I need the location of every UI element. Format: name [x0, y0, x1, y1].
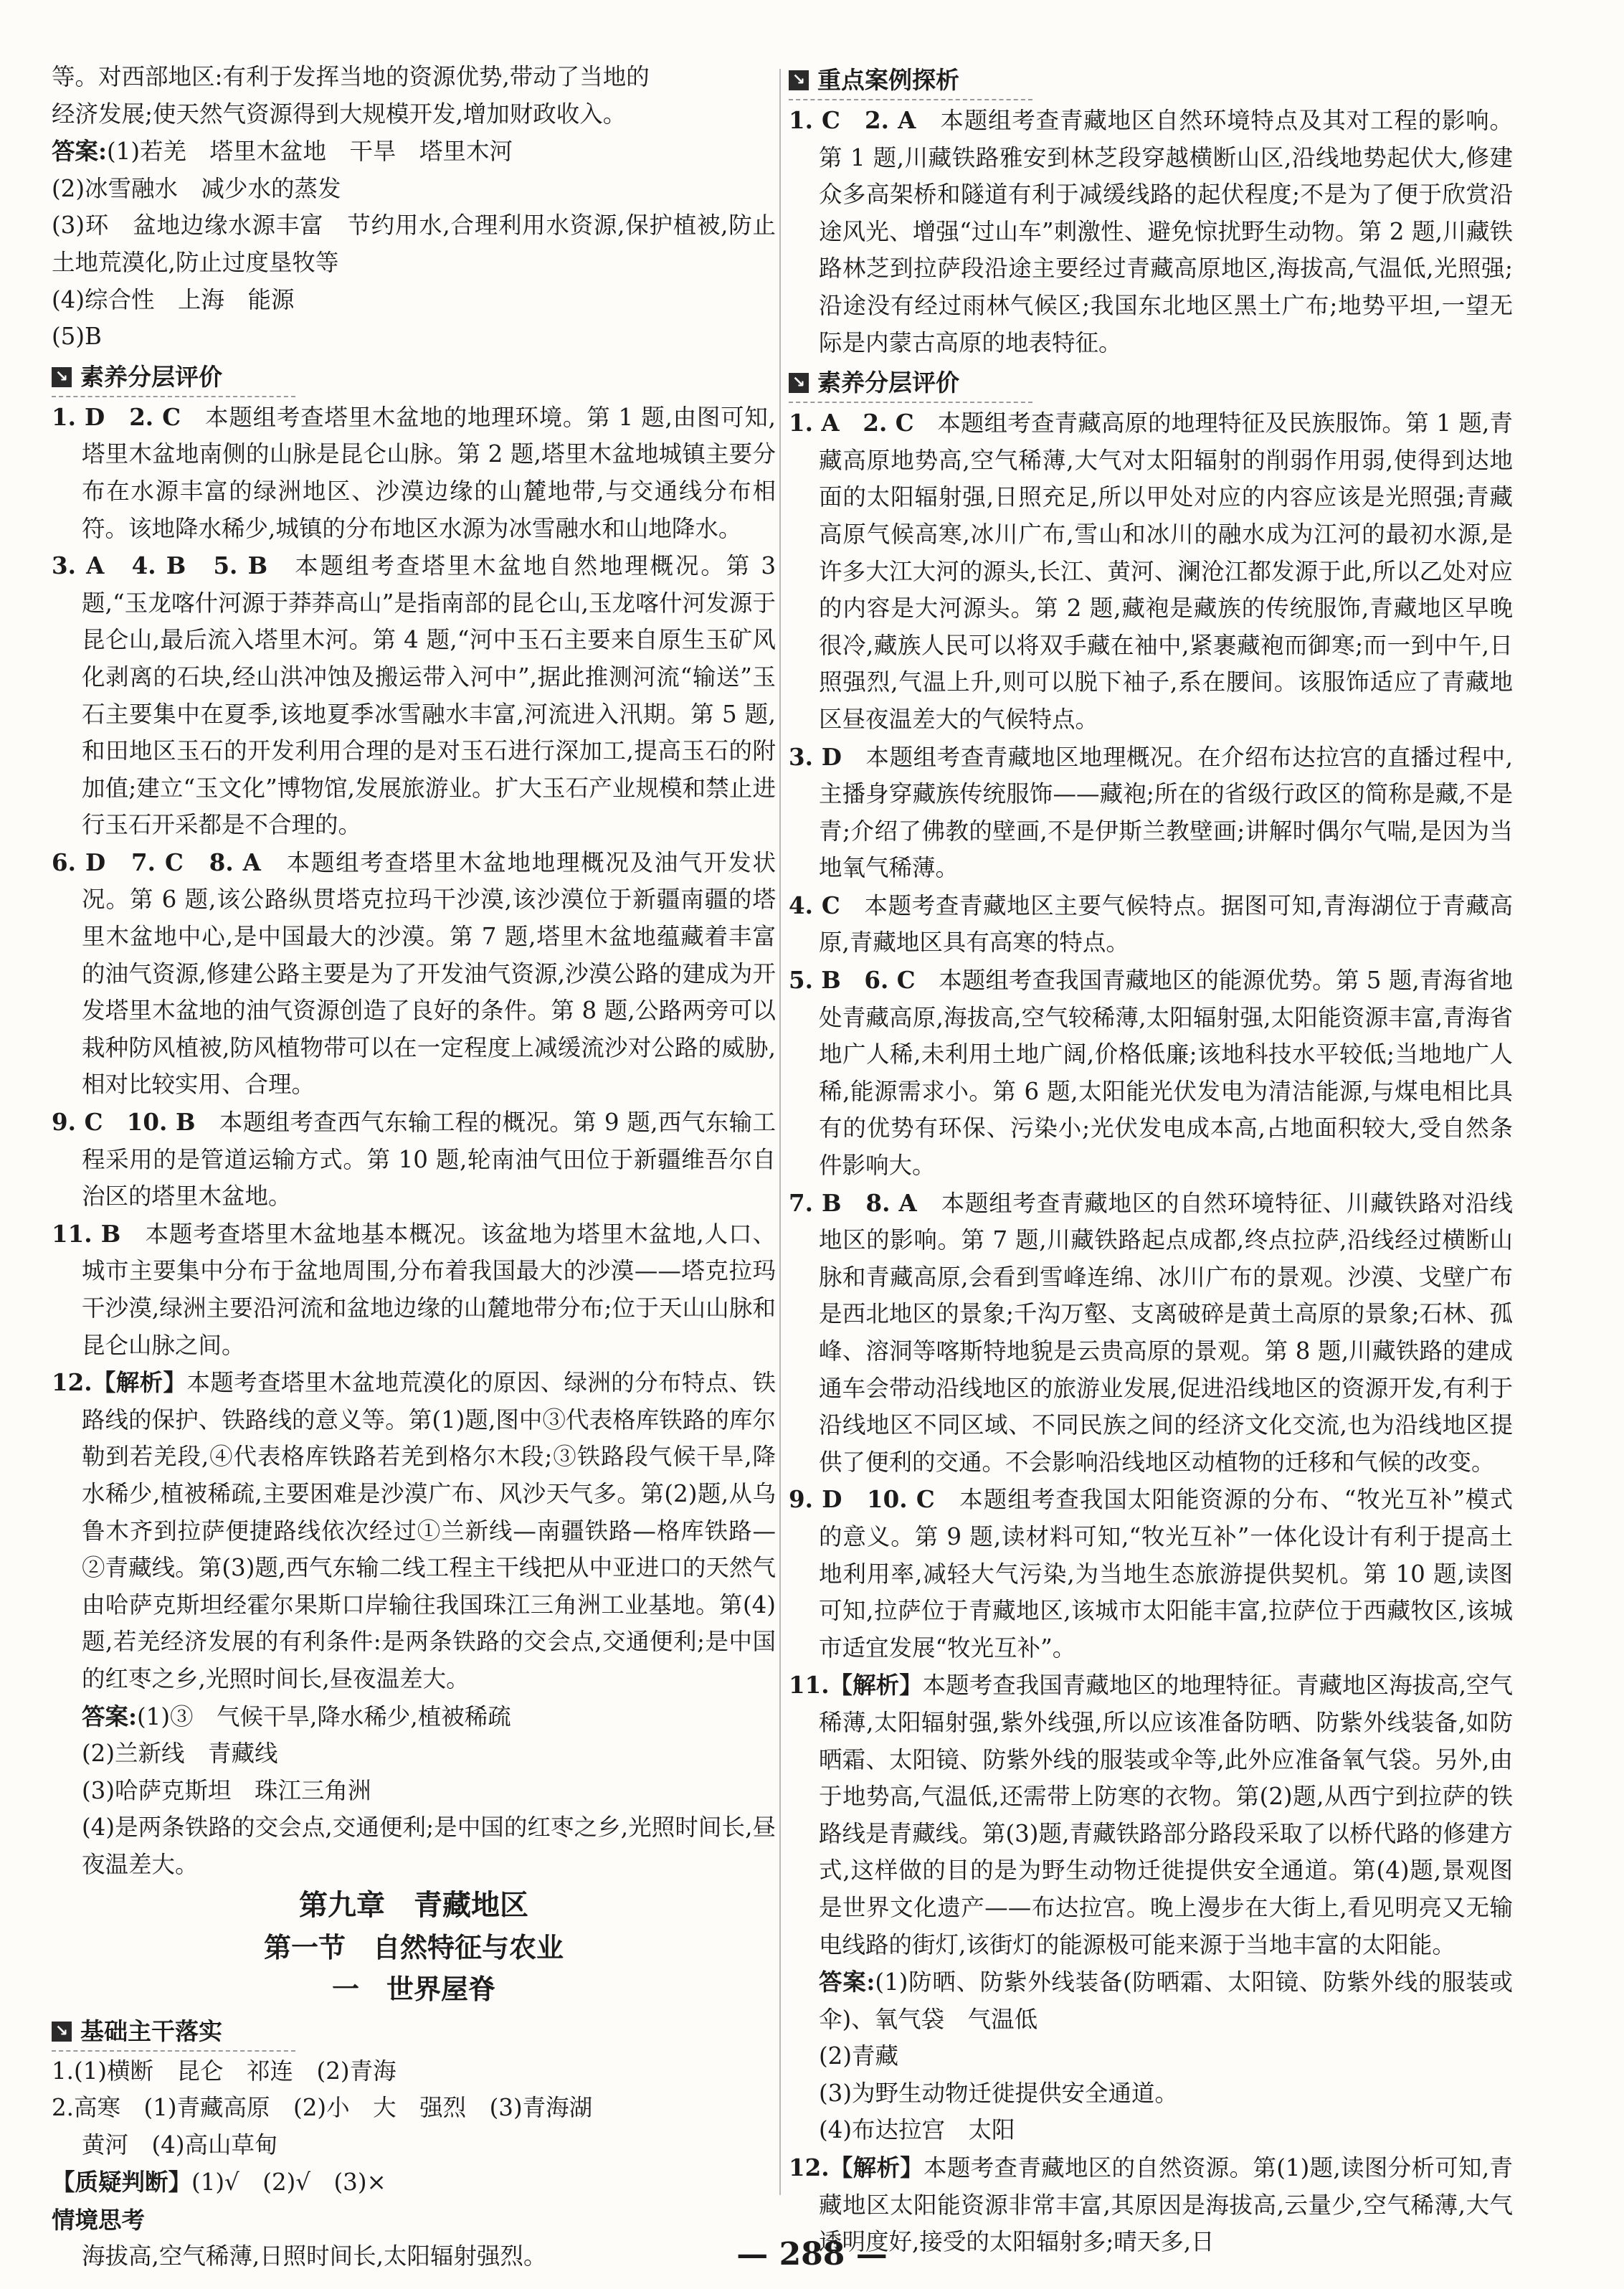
answer-line: (3)哈萨克斯坦 珠江三角洲: [82, 1776, 371, 1804]
question-item: [789, 887, 1513, 962]
question-text: 本题考查塔里木盆地荒漠化的原因、绿洲的分布特点、铁路线的保护、铁路线的意义等。第(1)题,图中③代表格库铁路的库尔勒到若羌段,④代表格库铁路若羌到格尔木段;③铁路段气候干旱,降水稀少,植被稀疏,主要困难是沙漠广布、风沙天气多。第(2)题,从乌鲁木齐到拉萨便捷路线依次经过①兰新线—南疆铁路—格库铁路—②青藏线。第(3)题,西气东输二线工程主干线把从中亚进口的天然气由哈萨克斯坦经霍尔果斯口岸输往我国珠江三角洲工业基地。第(4)题,若羌经济发展的有利条件:是两条铁路的交会点,交通便利;是中国的红枣之乡,光照时间长,昼夜温差大。: [82, 1369, 776, 1692]
question-item: [789, 1667, 1513, 1963]
question-number: 4. C: [789, 891, 840, 919]
question-number: 7. B 8. A: [789, 1188, 917, 1217]
question-text: 本题组考查我国青藏地区的能源优势。第 5 题,青海省地处青藏高原,海拔高,空气较稀薄,太阳辐射强,太阳能资源丰富,青海省地广人稀,未利用土地广阔,价格低廉;该地科技水平较低;当地地广人稀,能源需求小。第 6 题,太阳能光伏发电为清洁能源,与煤电相比具有的优势有环保、污染小;光伏发电成本高,占地面积较大,受自然条件影响大。: [819, 967, 1514, 1180]
answer-line: [789, 1963, 1513, 2038]
question-number: 11.【解析】: [789, 1671, 923, 1700]
answer-text: (1)③ 气候干旱,降水稀少,植被稀疏: [137, 1702, 511, 1730]
section-heading-label: 基础主干落实: [80, 2016, 222, 2045]
answer-line: (5)B: [52, 323, 102, 351]
answer-line: (2)冰雪融水 减少水的蒸发: [52, 174, 341, 202]
question-item: [789, 102, 1513, 361]
question-text: 本题组考查青藏地区的自然环境特征、川藏铁路对沿线地区的影响。第 7 题,川藏铁路起点成都,终点拉萨,沿线经过横断山脉和青藏高原,会看到雪峰连绵、冰川广布的景观。沙漠、戈壁广布是西北地区的景象;千沟万壑、支离破碎是黄土高原的景象;石林、孤峰、溶洞等喀斯特地貌是云贵高原的景观。第 8 题,川藏铁路的建成通车会带动沿线地区的旅游业发展,促进沿线地区的资源开发,有利于沿线地区不同区域、不同民族之间的经济文化交流,也为沿线地区提供了便利的交通。不会影响沿线地区动植物的迁移和气候的改变。: [819, 1189, 1513, 1476]
question-number: 9. D 10. C: [789, 1485, 935, 1514]
question-item: [789, 1185, 1513, 1482]
answer-line: (4)是两条铁路的交会点,交通便利;是中国的红枣之乡,光照时间长,昼夜温差大。: [82, 1814, 776, 1878]
question-number: 9. C 10. B: [52, 1108, 196, 1137]
section-heading-label: 重点案例探析: [817, 66, 959, 95]
question-text: 本题组考查我国太阳能资源的分布、“牧光互补”模式的意义。第 9 题,读材料可知,“牧光互补”一体化设计有利于提高土地利用率,减轻大气污染,为当地生态旅游提供契机。第 10 题,读图可知,拉萨位于青藏地区,该城市太阳能丰富,拉萨位于西藏牧区,该城市适宜发展“牧光互补”。: [819, 1486, 1513, 1662]
answer-text: (1)防晒、防紫外线装备(防晒霜、太阳镜、防紫外线的服装或伞)、氧气袋 气温低: [819, 1968, 1514, 2033]
question-item: [52, 1364, 776, 1697]
question-number: 3. A 4. B 5. B: [52, 551, 268, 580]
question-item: [789, 1481, 1513, 1667]
basics-line: 1.(1)横断 昆仑 祁连 (2)青海: [52, 2057, 396, 2085]
question-item: [52, 547, 776, 844]
question-number: 3. D: [789, 742, 842, 771]
question-number: 12.【解析】: [52, 1368, 187, 1397]
subsection-title: 一 世界屋脊: [331, 1973, 495, 2005]
scene-text: 海拔高,空气稀薄,日照时间长,太阳辐射强烈。: [82, 2242, 547, 2270]
question-text: 本题组考查青藏地区自然环境特点及其对工程的影响。第 1 题,川藏铁路雅安到林芝段穿越横断山区,沿线地势起伏大,修建众多高架桥和隧道有利于减缓线路的起伏程度;不是为了便于欣赏沿途风光、增强“过山车”刺激性、避免惊扰野生动物。第 2 题,川藏铁路林芝到拉萨段沿途主要经过青藏高原地区,海拔高,气温低,光照强;沿途没有经过雨林气候区;我国东北地区黑土广布;地势平坦,一望无际是内蒙古高原的地表特征。: [819, 107, 1513, 356]
section-heading-label: 素养分层评价: [80, 362, 222, 391]
question-text: 本题考查青藏地区主要气候特点。据图可知,青海湖位于青藏高原,青藏地区具有高寒的特点。: [819, 891, 1513, 957]
question-text: 本题组考查青藏高原的地理特征及民族服饰。第 1 题,青藏高原地势高,空气稀薄,大气对太阳辐射的削弱作用弱,使得到达地面的太阳辐射强,日照充足,所以甲处对应的内容应该是光照强;青藏高原气候高寒,冰川广布,雪山和冰川的融水成为江河的最初水源,是许多大江大河的源头,长江、黄河、澜沧江都发源于此,所以乙处对应的内容是大河源头。第 2 题,藏袍是藏族的传统服饰,青藏地区早晚很冷,藏族人民可以将双手藏在袖中,紧裹藏袍而御寒;而一到中午,日照强烈,气温上升,则可以脱下袖子,系在腰间。该服饰适应了青藏地区昼夜温差大的气候特点。: [819, 409, 1513, 733]
answer-label: 答案:: [82, 1702, 137, 1730]
intro-line: 经济发展;使天然气资源得到大规模开发,增加财政收入。: [52, 100, 627, 128]
scene-label: 情境思考: [52, 2205, 146, 2234]
arrow-icon: ↘: [52, 367, 72, 387]
answer-line: (4)综合性 上海 能源: [52, 285, 295, 313]
arrow-icon: ↘: [52, 2022, 72, 2042]
answer-text: (1)若羌 塔里木盆地 干旱 塔里木河: [107, 138, 513, 166]
question-item: [789, 739, 1513, 887]
basics-line: 黄河 (4)高山草甸: [82, 2131, 278, 2158]
question-number: 6. D 7. C 8. A: [52, 848, 261, 876]
arrow-icon: ↘: [789, 373, 809, 393]
question-text: 本题组考查青藏地区地理概况。在介绍布达拉宫的直播过程中,主播身穿藏族传统服饰——藏袍;所在的省级行政区的简称是藏,不是青;介绍了佛教的壁画,不是伊斯兰教壁画;讲解时偶尔气喘,是因为当地氧气稀薄。: [819, 743, 1513, 882]
answer-line: [52, 133, 776, 171]
answer-line: [52, 1698, 776, 1736]
question-number: 1. D 2. C: [52, 402, 181, 431]
section-heading: [789, 62, 1032, 100]
answer-line: (2)兰新线 青藏线: [82, 1740, 278, 1768]
right-column: [789, 59, 1513, 2261]
judge-text: (1)√ (2)√ (3)×: [191, 2169, 386, 2196]
question-item: [52, 844, 776, 1104]
question-number: 1. A 2. C: [789, 409, 914, 437]
answer-label: 答案:: [819, 1968, 875, 1996]
section-heading: [52, 2013, 295, 2052]
answer-label: 答案:: [52, 137, 107, 166]
question-item: [52, 1215, 776, 1364]
chapter-title: 第九章 青藏地区: [299, 1888, 528, 1922]
question-item: [52, 399, 776, 547]
page-number: — 288 —: [736, 2236, 888, 2273]
question-item: [52, 1104, 776, 1215]
question-text: 本题组考查塔里木盆地地理概况及油气开发状况。第 6 题,该公路纵贯塔克拉玛干沙漠,该沙漠位于新疆南疆的塔里木盆地中心,是中国最大的沙漠。第 7 题,塔里木盆地蕴藏着丰富的油气资源,修建公路主要是为了开发油气资源,沙漠公路的建成为开发塔里木盆地的油气资源创造了良好的条件。第 8 题,公路两旁可以栽种防风植被,防风植物带可以在一定程度上减缓流沙对公路的威胁,相对比较实用、合理。: [82, 848, 776, 1099]
judge-label: 【质疑判断】: [52, 2168, 192, 2196]
section-heading: [52, 359, 295, 397]
question-number: 1. C 2. A: [789, 106, 916, 134]
judge-line: [52, 2164, 776, 2202]
question-item: [789, 404, 1513, 738]
answer-line: (2)青藏: [819, 2042, 899, 2070]
question-item: [789, 962, 1513, 1185]
question-number: 12.【解析】: [789, 2153, 924, 2182]
column-divider: [779, 69, 781, 2195]
left-column: [52, 59, 776, 2275]
question-number: 11. B: [52, 1219, 121, 1248]
question-text: 本题组考查西气东输工程的概况。第 9 题,西气东输工程采用的是管道运输方式。第 10 题,轮南油气田位于新疆维吾尔自治区的塔里木盆地。: [82, 1109, 777, 1210]
question-text: 本题考查青藏地区的自然资源。第(1)题,读图分析可知,青藏地区太阳能资源非常丰富,其原因是海拔高,云量少,空气稀薄,大气透明度好,接受的太阳辐射多;晴天多,日: [819, 2154, 1514, 2256]
section-title: 第一节 自然特征与农业: [263, 1931, 564, 1963]
answer-line: (3)环 盆地边缘水源丰富 节约用水,合理利用水资源,保护植被,防止土地荒漠化,防止过度垦牧等: [52, 212, 776, 276]
question-text: 本题考查我国青藏地区的地理特征。青藏地区海拔高,空气稀薄,太阳辐射强,紫外线强,所以应该准备防晒、防紫外线装备,如防晒霜、太阳镜、防紫外线的服装或伞等,此外应准备氧气袋。另外,由于地势高,气温低,还需带上防寒的衣物。第(2)题,从西宁到拉萨的铁路线是青藏线。第(3)题,青藏铁路部分路段采取了以桥代路的修建方式,这样做的目的是为野生动物迁徙提供安全通道。第(4)题,景观图是世界文化遗产——布达拉宫。晚上漫步在大街上,看见明亮又无输电线路的街灯,该街灯的能源极可能来源于当地丰富的太阳能。: [819, 1672, 1513, 1958]
question-number: 5. B 6. C: [789, 966, 916, 995]
arrow-icon: ↘: [789, 70, 809, 90]
question-text: 本题组考查塔里木盆地的地理环境。第 1 题,由图可知,塔里木盆地南侧的山脉是昆仑山脉。第 2 题,塔里木盆地城镇主要分布在水源丰富的绿洲地区、沙漠边缘的山麓地带,与交通线分布相符。该地降水稀少,城镇的分布地区水源为冰雪融水和山地降水。: [82, 403, 776, 542]
section-heading-label: 素养分层评价: [817, 369, 959, 397]
question-text: 本题考查塔里木盆地基本概况。该盆地为塔里木盆地,人口、城市主要集中分布于盆地周围,分布着我国最大的沙漠——塔克拉玛干沙漠,绿洲主要沿河流和盆地边缘的山麓地带分布;位于天山山脉和昆仑山脉之间。: [82, 1220, 777, 1359]
answer-line: (4)布达拉宫 太阳: [819, 2116, 1015, 2144]
section-heading: [789, 364, 1032, 403]
intro-line: 等。对西部地区:有利于发挥当地的资源优势,带动了当地的: [52, 63, 650, 90]
question-text: 本题组考查塔里木盆地自然地理概况。第 3 题,“玉龙喀什河源于莽莽高山”是指南部的昆仑山,玉龙喀什河发源于昆仑山,最后流入塔里木河。第 4 题,“河中玉石主要来自原生玉矿风化剥离的石块,经山洪冲蚀及搬运带入河中”,据此推测河流“输送”玉石主要集中在夏季,该地夏季冰雪融水丰富,河流进入汛期。第 5 题,和田地区玉石的开发利用合理的是对玉石进行深加工,提高玉石的附加值;建立“玉文化”博物馆,发展旅游业。扩大玉石产业规模和禁止进行玉石开采都是不合理的。: [82, 552, 777, 839]
basics-line: 2.高寒 (1)青藏高原 (2)小 大 强烈 (3)青海湖: [52, 2094, 593, 2122]
answer-line: (3)为野生动物迁徙提供安全通道。: [819, 2079, 1179, 2107]
